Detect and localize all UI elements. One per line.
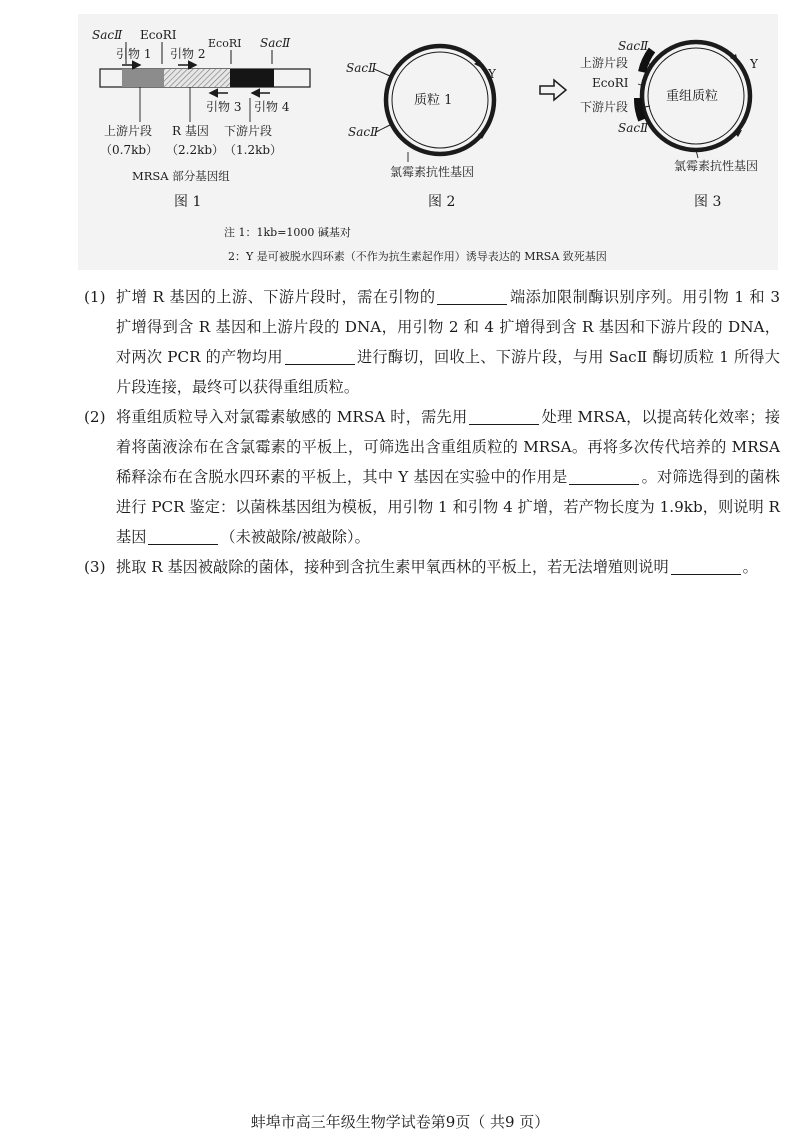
fig1-segment-upstream: 上游片段	[104, 124, 153, 138]
question-1-text-c: 进行酶切，回收上、下游片段，与用 SacⅡ 酶切质粒 1 所得大片段连接，最终可以获得重组质粒。	[116, 348, 780, 396]
fig1-upstream-segment	[122, 69, 164, 87]
question-3	[84, 552, 780, 582]
fig1-site-sac-left: SacⅡ	[92, 28, 123, 42]
question-2	[84, 402, 780, 552]
fig3-ecor-label: EcoRⅠ	[592, 76, 629, 90]
fig2-sac-bottom-tick	[376, 124, 392, 132]
fig1-primer-2: 引物 2	[170, 47, 206, 61]
question-1-text-b: 端添加限制酶识别序列。用引物 1 和 3 扩增得到含 R 基因和上游片段的 DNA，用引物 2 和 4 扩增得到含 R 基因和下游片段的 DNA，对两次 PCR 的产物均用	[116, 288, 780, 366]
fig1-site-ecor-left: EcoRⅠ	[140, 28, 177, 42]
fig2-plasmid-label: 质粒 1	[414, 93, 453, 108]
fig3-title: 图 3	[694, 194, 722, 210]
figure-2	[346, 46, 497, 210]
figure-1	[92, 28, 310, 210]
fig3-site-sac-top: SacⅡ	[618, 39, 649, 53]
question-1-number: (1)	[84, 288, 106, 306]
answer-blank-5[interactable]	[148, 529, 218, 545]
fig1-size-downstream: （1.2kb）	[224, 143, 283, 157]
figures-svg	[78, 14, 778, 270]
fig1-downstream-segment	[230, 69, 274, 87]
fig1-primer-4: 引物 4	[254, 100, 290, 114]
fig1-segment-downstream: 下游片段	[224, 124, 273, 138]
transform-arrow-icon	[540, 80, 566, 100]
question-3-body	[116, 552, 780, 582]
figure-note-1: 注 1：1kb=1000 碱基对	[224, 226, 351, 239]
fig1-title: 图 1	[174, 194, 202, 210]
question-2-body	[116, 402, 780, 552]
question-2-text-a: 将重组质粒导入对氯霉素敏感的 MRSA 时，需先用	[116, 408, 468, 426]
fig1-size-r: （2.2kb）	[166, 143, 225, 157]
question-3-text-b: 。	[742, 558, 758, 576]
answer-blank-4[interactable]	[569, 469, 639, 485]
question-1-text-a: 扩增 R 基因的上游、下游片段时，需在引物的	[116, 288, 436, 306]
page-footer: 蚌埠市高三年级生物学试卷第9页（ 共9 页）	[250, 1113, 550, 1131]
figure-panel	[78, 14, 778, 270]
question-1-body	[116, 282, 780, 402]
question-2-text-b: 处理 MRSA，以提高转化效率；接着将菌液涂布在含氯霉素的平板上，可筛选出含重组质粒的 MRSA。再将多次传代培养的 MRSA 稀释涂布在含脱水四环素的平板上，其中 Y 基因在实验中的作用是	[116, 408, 781, 486]
fig3-insert-downstream-block	[638, 98, 642, 120]
fig3-resistance-label: 氯霉素抗性基因	[674, 159, 759, 173]
fig2-site-sac-bottom: SacⅡ	[348, 125, 379, 139]
fig2-site-sac-top: SacⅡ	[346, 61, 377, 75]
question-3-text-a: 挑取 R 基因被敲除的菌体，接种到含抗生素甲氧西林的平板上，若无法增殖则说明	[116, 558, 669, 576]
fig1-site-ecor-right: EcoRⅠ	[208, 37, 242, 50]
fig2-sac-top-tick	[374, 69, 390, 76]
fig3-plasmid-label: 重组质粒	[666, 89, 719, 104]
fig3-gene-y: Y	[750, 57, 758, 71]
question-2-text-c: 。对筛选得到的菌株进行 PCR 鉴定：以菌株基因组为模板，用引物 1 和引物 4 扩增，若产物长度为 1.9kb，则说明 R 基因	[116, 468, 780, 546]
answer-blank-3[interactable]	[469, 409, 539, 425]
answer-blank-6[interactable]	[671, 559, 741, 575]
fig1-size-upstream: （0.7kb）	[100, 143, 159, 157]
fig1-primer-1: 引物 1	[116, 47, 152, 61]
fig1-caption: MRSA 部分基因组	[132, 169, 230, 183]
fig3-downstream-label: 下游片段	[580, 100, 629, 114]
answer-blank-1[interactable]	[437, 289, 507, 305]
fig2-title: 图 2	[428, 194, 456, 210]
fig1-site-sac-right: SacⅡ	[260, 36, 291, 50]
question-2-text-d: （未被敲除/被敲除）。	[220, 528, 370, 546]
fig1-primer-3: 引物 3	[206, 100, 242, 114]
fig1-segment-r: R 基因	[172, 124, 209, 138]
figure-note-2: 2：Y 是可被脱水四环素（不作为抗生素起作用）诱导表达的 MRSA 致死基因	[228, 250, 607, 263]
fig2-gene-y: Y	[488, 67, 496, 81]
fig3-site-sac-bottom: SacⅡ	[618, 121, 649, 135]
question-1	[84, 282, 780, 402]
fig3-upstream-label: 上游片段	[580, 56, 629, 70]
answer-blank-2[interactable]	[285, 349, 355, 365]
question-3-number: (3)	[84, 558, 106, 576]
question-list	[84, 282, 780, 582]
fig2-resistance-label: 氯霉素抗性基因	[390, 165, 475, 179]
figure-3	[580, 39, 759, 210]
question-2-number: (2)	[84, 408, 106, 426]
fig1-r-gene	[164, 69, 230, 87]
